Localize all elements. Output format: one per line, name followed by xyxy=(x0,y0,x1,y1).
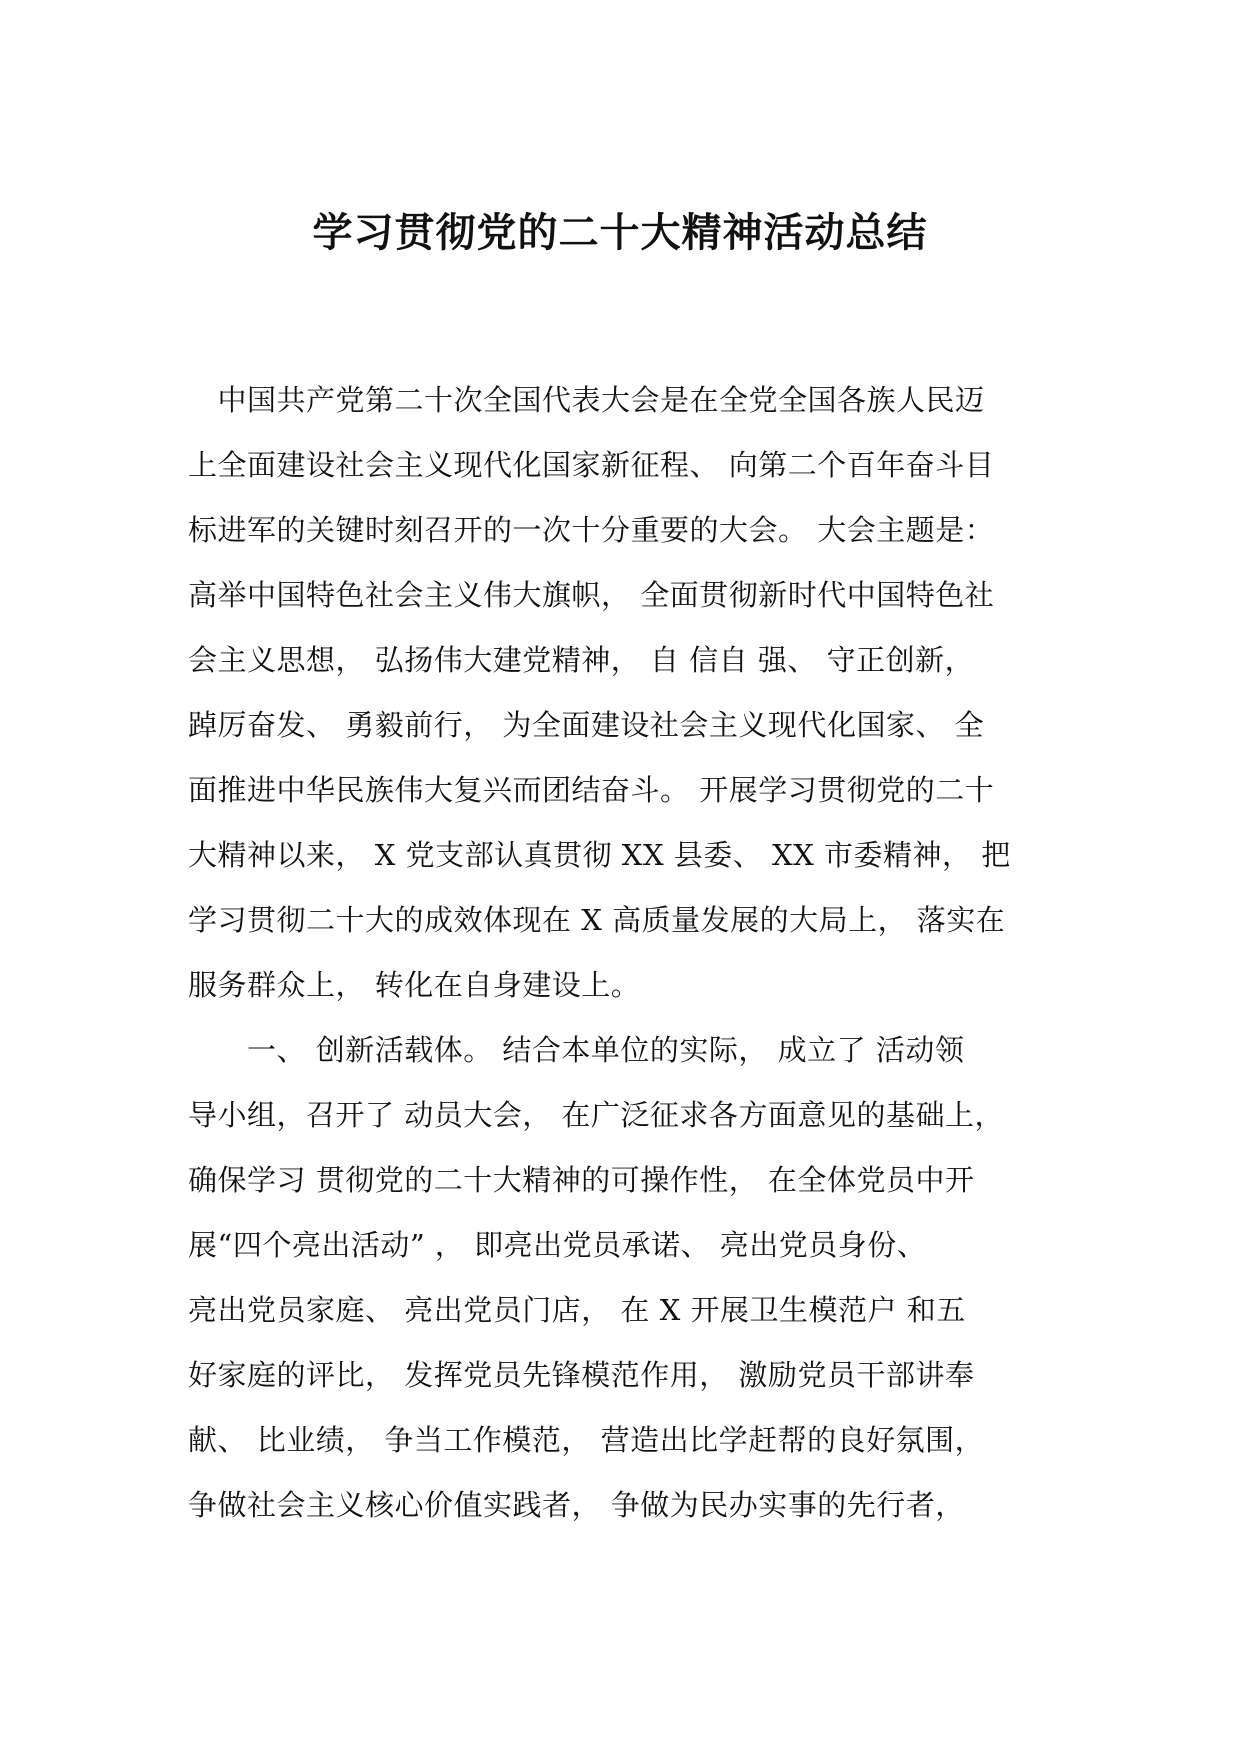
body-line: 高举中国特色社会主义伟大旗帜， 全面贯彻新时代中国特色社 xyxy=(188,578,995,612)
body-line: 服务群众上， 转化在自身建设上。 xyxy=(188,968,641,1002)
body-line: 学习贯彻二十大的成效体现在 X 高质量发展的大局上， 落实在 xyxy=(188,903,1006,937)
body-line: 好家庭的评比， 发挥党员先锋模范作用， 激励党员干部讲奉 xyxy=(188,1358,975,1392)
body-line: 面推进中华民族伟大复兴而团结奋斗。 开展学习贯彻党的二十 xyxy=(188,773,995,807)
body-line: 上全面建设社会主义现代化国家新征程、 向第二个百年奋斗目 xyxy=(188,448,995,482)
body-line: 争做社会主义核心价值实践者， 争做为民办实事的先行者， xyxy=(188,1488,965,1522)
body-line: 会主义思想， 弘扬伟大建党精神， 自 信自 强、 守正创新， xyxy=(188,643,975,677)
body-line: 确保学习 贯彻党的二十大精神的可操作性， 在全体党员中开 xyxy=(188,1163,975,1197)
body-line: 大精神以来， X 党支部认真贯彻 XX 县委、 XX 市委精神， 把 xyxy=(188,838,1011,872)
body-line: 导小组，召开了 动员大会， 在广泛征求各方面意见的基础上， xyxy=(188,1098,1004,1132)
body-line: 踔厉奋发、 勇毅前行， 为全面建设社会主义现代化国家、 全 xyxy=(188,708,985,742)
document-title: 学习贯彻党的二十大精神活动总结 xyxy=(312,210,928,256)
body-line: 标进军的关键时刻召开的一次十分重要的大会。 大会主题是： xyxy=(188,513,995,547)
body-line: 一、 创新活载体。 结合本单位的实际， 成立了 活动领 xyxy=(188,1033,965,1067)
body-line: 展“四个亮出活动” ， 即亮出党员承诺、 亮出党员身份、 xyxy=(188,1228,927,1262)
body-line: 亮出党员家庭、 亮出党员门店， 在 X 开展卫生模范户 和五 xyxy=(188,1293,966,1327)
body-line: 献、 比业绩， 争当工作模范， 营造出比学赶帮的良好氛围， xyxy=(188,1423,985,1457)
body-line: 中国共产党第二十次全国代表大会是在全党全国各族人民迈 xyxy=(188,383,985,417)
